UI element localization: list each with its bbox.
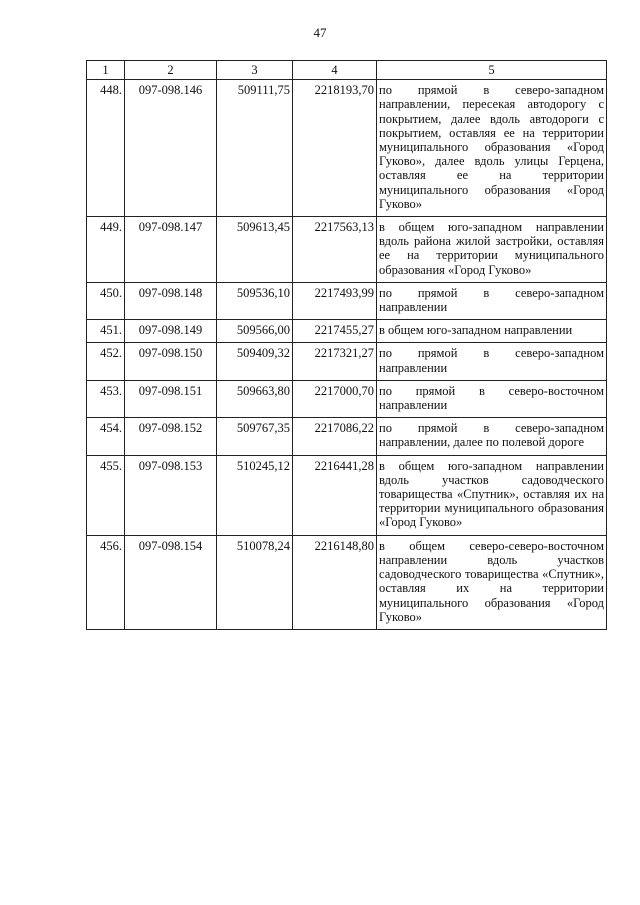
page-number: 47 [313, 25, 327, 40]
point-code: 097-098.149 [125, 320, 217, 343]
table-row [87, 282, 607, 319]
coordinate-y: 2217000,70 [293, 380, 377, 417]
table-row [87, 418, 607, 455]
row-number: 449. [87, 217, 125, 283]
coordinate-x: 510245,12 [217, 455, 293, 535]
row-number: 450. [87, 282, 125, 319]
coordinate-x: 509111,75 [217, 80, 293, 217]
point-code: 097-098.153 [125, 455, 217, 535]
table-row [87, 535, 607, 629]
row-number: 452. [87, 343, 125, 380]
table-row [87, 380, 607, 417]
row-number: 454. [87, 418, 125, 455]
header-cell-2: 2 [125, 61, 217, 80]
coordinate-x: 509613,45 [217, 217, 293, 283]
header-cell-5: 5 [377, 61, 607, 80]
table-row [87, 320, 607, 343]
boundary-description: в общем северо-северо-восточном направлении вдоль участков садоводческого товарищества «Спутник», оставляя их на территории муниципального образования «Город Гуково» [377, 535, 607, 629]
boundary-description: по прямой в северо-западном направлении [377, 343, 607, 380]
boundary-description: по прямой в северо-восточном направлении [377, 380, 607, 417]
header-cell-4: 4 [293, 61, 377, 80]
point-code: 097-098.146 [125, 80, 217, 217]
coordinate-x: 510078,24 [217, 535, 293, 629]
point-code: 097-098.154 [125, 535, 217, 629]
boundary-description: по прямой в северо-западном направлении [377, 282, 607, 319]
coordinate-y: 2216148,80 [293, 535, 377, 629]
coordinate-y: 2217321,27 [293, 343, 377, 380]
boundary-description: в общем юго-западном направлении вдоль района жилой застройки, оставляя ее на территории муниципального образования «Город Гуково» [377, 217, 607, 283]
header-row [87, 61, 607, 80]
point-code: 097-098.152 [125, 418, 217, 455]
point-code: 097-098.151 [125, 380, 217, 417]
coordinate-y: 2218193,70 [293, 80, 377, 217]
table-row [87, 217, 607, 283]
point-code: 097-098.148 [125, 282, 217, 319]
table-row [87, 343, 607, 380]
row-number: 448. [87, 80, 125, 217]
coordinate-x: 509566,00 [217, 320, 293, 343]
coordinate-x: 509767,35 [217, 418, 293, 455]
point-code: 097-098.147 [125, 217, 217, 283]
boundary-description: в общем юго-западном направлении вдоль участков садоводческого товарищества «Спутник», оставляя их на территории муниципального образования «Город Гуково» [377, 455, 607, 535]
boundary-description: в общем юго-западном направлении [377, 320, 607, 343]
coordinate-x: 509536,10 [217, 282, 293, 319]
coordinate-y: 2217563,13 [293, 217, 377, 283]
point-code: 097-098.150 [125, 343, 217, 380]
coordinate-y: 2217493,99 [293, 282, 377, 319]
row-number: 451. [87, 320, 125, 343]
header-cell-3: 3 [217, 61, 293, 80]
row-number: 453. [87, 380, 125, 417]
coordinate-y: 2217086,22 [293, 418, 377, 455]
row-number: 455. [87, 455, 125, 535]
boundary-description: по прямой в северо-западном направлении, далее по полевой дороге [377, 418, 607, 455]
table-row [87, 80, 607, 217]
coordinate-x: 509409,32 [217, 343, 293, 380]
boundary-description: по прямой в северо-западном направлении, пересекая автодорогу с покрытием, далее вдоль автодороги с покрытием, оставляя ее на территории муниципального образования «Город Гуково», далее вдоль улицы Герцена, оставляя ее на территории муниципального образования «Город Гуково» [377, 80, 607, 217]
coordinate-y: 2217455,27 [293, 320, 377, 343]
row-number: 456. [87, 535, 125, 629]
coordinate-y: 2216441,28 [293, 455, 377, 535]
header-cell-1: 1 [87, 61, 125, 80]
table-row [87, 455, 607, 535]
coordinate-x: 509663,80 [217, 380, 293, 417]
boundary-table [86, 60, 607, 630]
